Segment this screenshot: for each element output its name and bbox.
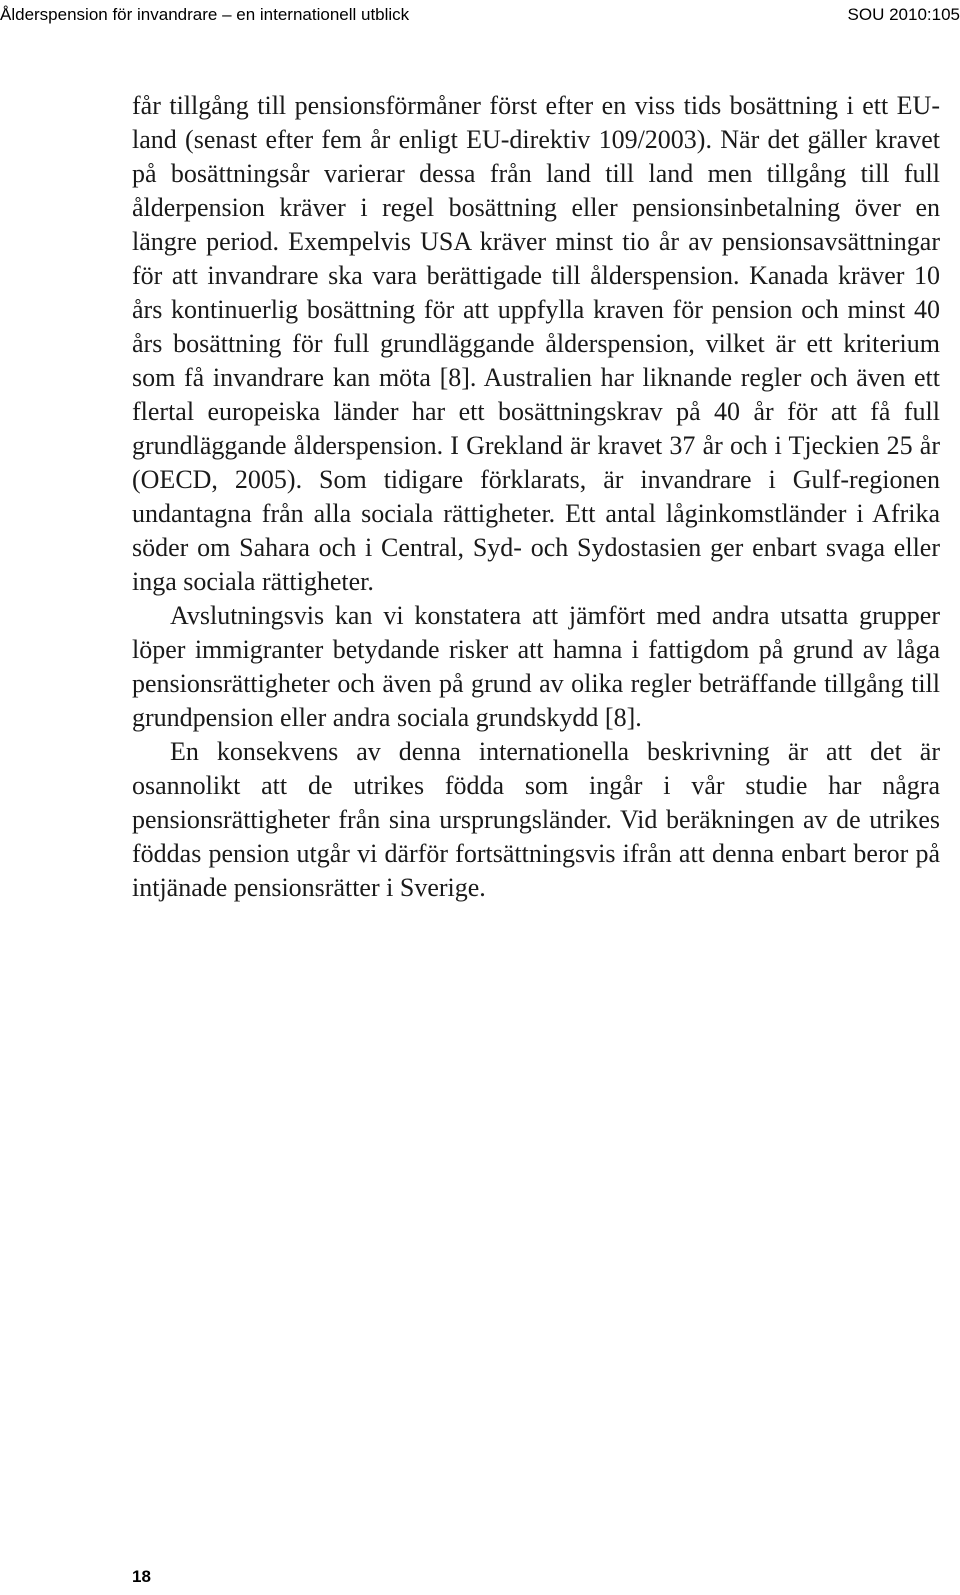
document-title: Ålderspension för invandrare – en internationell utblick <box>0 5 410 24</box>
body-text <box>132 89 940 905</box>
paragraph-3: En konsekvens av denna internationella beskrivning är att det är osannolikt att de utrikes födda som ingår i vår studie har några pensionsrättigheter från sina ursprungsländer. Vid beräkningen av de utrikes föddas pension utgår vi därför fortsättningsvis ifrån att denna enbart beror på intjänade pensionsrätter i Sverige. <box>132 737 940 902</box>
paragraph-1: får tillgång till pensionsförmåner först efter en viss tids bosättning i ett EU-land (senast efter fem år enligt EU-direktiv 109/2003). När det gäller kravet på bosättningsår varierar dessa från land till land men tillgång till full ålderpension kräver i regel bosättning eller pensionsinbetalning över en längre period. Exempelvis USA kräver minst tio år av pensionsavsättningar för att invandrare ska vara berättigade till ålderspension. Kanada kräver 10 års kontinuerlig bosättning för att uppfylla kraven för pension och minst 40 års bosättning för full grundläggande ålderspension, vilket är ett kriterium som få invandrare kan möta [8]. Australien har liknande regler och även ett flertal europeiska länder har ett bosättningskrav på 40 år för att få full grundläggande ålderspension. I Grekland är kravet 37 år och i Tjeckien 25 år (OECD, 2005). Som tidigare förklarats, är invandrare i Gulf-regionen undantagna från alla sociala rättigheter. Ett antal låginkomstländer i Afrika söder om Sahara och i Central, Syd- och Sydostasien ger enbart svaga eller inga sociala rättigheter. <box>132 91 940 596</box>
series-number: SOU 2010:105 <box>847 5 960 24</box>
paragraph-2: Avslutningsvis kan vi konstatera att jämfört med andra utsatta grupper löper immigranter betydande risker att hamna i fattigdom på grund av låga pensionsrättigheter och även på grund av olika regler beträffande tillgång till grundpension eller andra sociala grundskydd [8]. <box>132 601 940 732</box>
page-number: 18 <box>132 1567 151 1586</box>
running-header <box>0 0 960 32</box>
